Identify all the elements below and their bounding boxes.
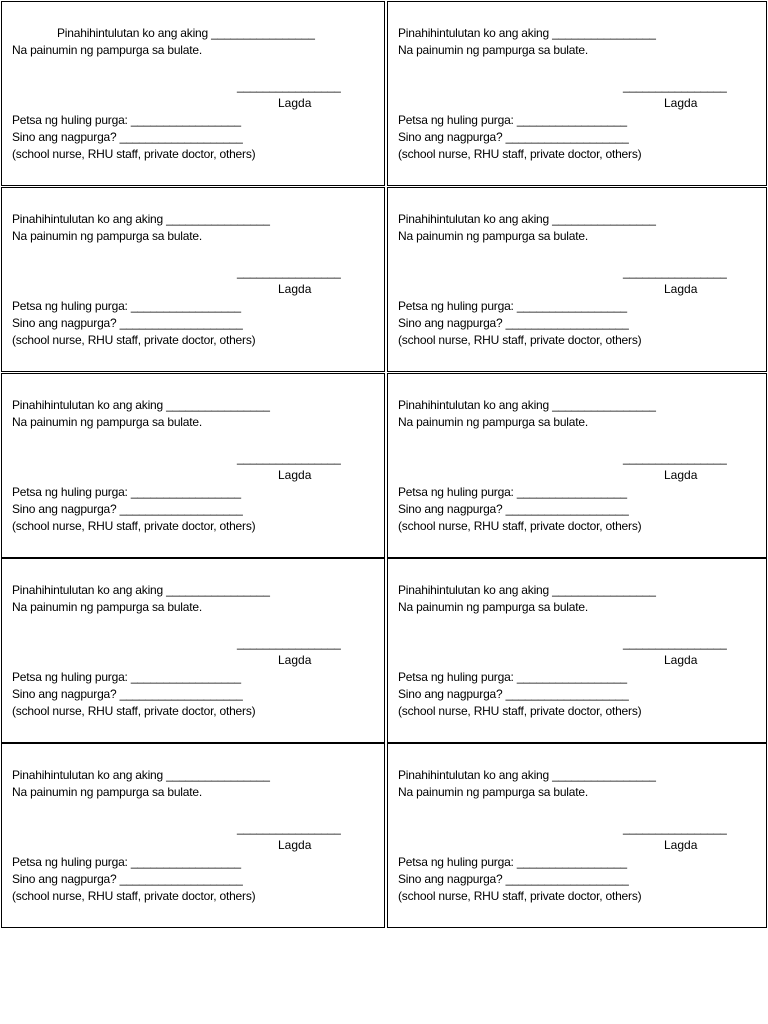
consent-line: Pinahihintulutan ko ang aking ________________ bbox=[12, 212, 270, 226]
who-dewormed-line: Sino ang nagpurga? ___________________ bbox=[12, 502, 243, 516]
who-dewormed-line: Sino ang nagpurga? ___________________ bbox=[398, 872, 629, 886]
who-dewormed-line: Sino ang nagpurga? ___________________ bbox=[398, 502, 629, 516]
consent-line-2: Na painumin ng pampurga sa bulate. bbox=[12, 229, 202, 243]
consent-line: Pinahihintulutan ko ang aking ________________ bbox=[398, 398, 656, 412]
signature-blank: ________________ bbox=[623, 265, 727, 279]
consent-line: Pinahihintulutan ko ang aking ________________ bbox=[12, 398, 270, 412]
consent-line: Pinahihintulutan ko ang aking ________________ bbox=[12, 583, 270, 597]
consent-line-2: Na painumin ng pampurga sa bulate. bbox=[12, 415, 202, 429]
consent-slip bbox=[1, 373, 385, 558]
consent-slip bbox=[387, 187, 767, 372]
consent-line-2: Na painumin ng pampurga sa bulate. bbox=[398, 43, 588, 57]
consent-line-2: Na painumin ng pampurga sa bulate. bbox=[12, 600, 202, 614]
signature-label: Lagda bbox=[278, 96, 312, 110]
last-deworm-date-line: Petsa ng huling purga: _________________ bbox=[12, 485, 241, 499]
signature-blank: ________________ bbox=[623, 821, 727, 835]
last-deworm-date-line: Petsa ng huling purga: _________________ bbox=[398, 113, 627, 127]
last-deworm-date-line: Petsa ng huling purga: _________________ bbox=[398, 485, 627, 499]
signature-blank: ________________ bbox=[237, 79, 341, 93]
who-dewormed-line: Sino ang nagpurga? ___________________ bbox=[12, 872, 243, 886]
options-hint: (school nurse, RHU staff, private doctor, others) bbox=[12, 519, 256, 533]
who-dewormed-line: Sino ang nagpurga? ___________________ bbox=[398, 316, 629, 330]
last-deworm-date-line: Petsa ng huling purga: _________________ bbox=[398, 855, 627, 869]
signature-label: Lagda bbox=[664, 838, 698, 852]
consent-slip bbox=[387, 743, 767, 928]
consent-line-2: Na painumin ng pampurga sa bulate. bbox=[398, 415, 588, 429]
signature-label: Lagda bbox=[664, 96, 698, 110]
options-hint: (school nurse, RHU staff, private doctor, others) bbox=[398, 704, 642, 718]
last-deworm-date-line: Petsa ng huling purga: _________________ bbox=[12, 299, 241, 313]
who-dewormed-line: Sino ang nagpurga? ___________________ bbox=[12, 316, 243, 330]
signature-blank: ________________ bbox=[623, 636, 727, 650]
options-hint: (school nurse, RHU staff, private doctor, others) bbox=[12, 704, 256, 718]
consent-slip bbox=[1, 1, 385, 186]
options-hint: (school nurse, RHU staff, private doctor, others) bbox=[398, 333, 642, 347]
who-dewormed-line: Sino ang nagpurga? ___________________ bbox=[12, 130, 243, 144]
signature-label: Lagda bbox=[664, 468, 698, 482]
options-hint: (school nurse, RHU staff, private doctor, others) bbox=[12, 333, 256, 347]
consent-slip bbox=[387, 373, 767, 558]
options-hint: (school nurse, RHU staff, private doctor, others) bbox=[12, 147, 256, 161]
consent-line-2: Na painumin ng pampurga sa bulate. bbox=[398, 785, 588, 799]
options-hint: (school nurse, RHU staff, private doctor, others) bbox=[398, 519, 642, 533]
options-hint: (school nurse, RHU staff, private doctor, others) bbox=[398, 889, 642, 903]
signature-blank: ________________ bbox=[237, 636, 341, 650]
options-hint: (school nurse, RHU staff, private doctor, others) bbox=[12, 889, 256, 903]
signature-label: Lagda bbox=[664, 282, 698, 296]
consent-slip bbox=[387, 558, 767, 743]
last-deworm-date-line: Petsa ng huling purga: _________________ bbox=[12, 670, 241, 684]
consent-line-2: Na painumin ng pampurga sa bulate. bbox=[398, 229, 588, 243]
consent-line: Pinahihintulutan ko ang aking ________________ bbox=[398, 26, 656, 40]
signature-blank: ________________ bbox=[237, 451, 341, 465]
consent-line: Pinahihintulutan ko ang aking ________________ bbox=[398, 583, 656, 597]
consent-slip bbox=[1, 558, 385, 743]
last-deworm-date-line: Petsa ng huling purga: _________________ bbox=[398, 670, 627, 684]
consent-line: Pinahihintulutan ko ang aking ________________ bbox=[12, 768, 270, 782]
last-deworm-date-line: Petsa ng huling purga: _________________ bbox=[12, 855, 241, 869]
consent-line-2: Na painumin ng pampurga sa bulate. bbox=[12, 43, 202, 57]
who-dewormed-line: Sino ang nagpurga? ___________________ bbox=[398, 687, 629, 701]
consent-line: Pinahihintulutan ko ang aking ________________ bbox=[398, 768, 656, 782]
consent-slip bbox=[1, 743, 385, 928]
signature-blank: ________________ bbox=[237, 821, 341, 835]
signature-label: Lagda bbox=[278, 653, 312, 667]
signature-blank: ________________ bbox=[237, 265, 341, 279]
consent-slip bbox=[387, 1, 767, 186]
signature-label: Lagda bbox=[664, 653, 698, 667]
who-dewormed-line: Sino ang nagpurga? ___________________ bbox=[12, 687, 243, 701]
options-hint: (school nurse, RHU staff, private doctor, others) bbox=[398, 147, 642, 161]
signature-label: Lagda bbox=[278, 282, 312, 296]
who-dewormed-line: Sino ang nagpurga? ___________________ bbox=[398, 130, 629, 144]
consent-line: Pinahihintulutan ko ang aking ________________ bbox=[398, 212, 656, 226]
last-deworm-date-line: Petsa ng huling purga: _________________ bbox=[12, 113, 241, 127]
signature-blank: ________________ bbox=[623, 79, 727, 93]
consent-slip bbox=[1, 187, 385, 372]
consent-line: Pinahihintulutan ko ang aking ________________ bbox=[57, 26, 315, 40]
last-deworm-date-line: Petsa ng huling purga: _________________ bbox=[398, 299, 627, 313]
consent-line-2: Na painumin ng pampurga sa bulate. bbox=[398, 600, 588, 614]
signature-blank: ________________ bbox=[623, 451, 727, 465]
consent-line-2: Na painumin ng pampurga sa bulate. bbox=[12, 785, 202, 799]
signature-label: Lagda bbox=[278, 468, 312, 482]
signature-label: Lagda bbox=[278, 838, 312, 852]
